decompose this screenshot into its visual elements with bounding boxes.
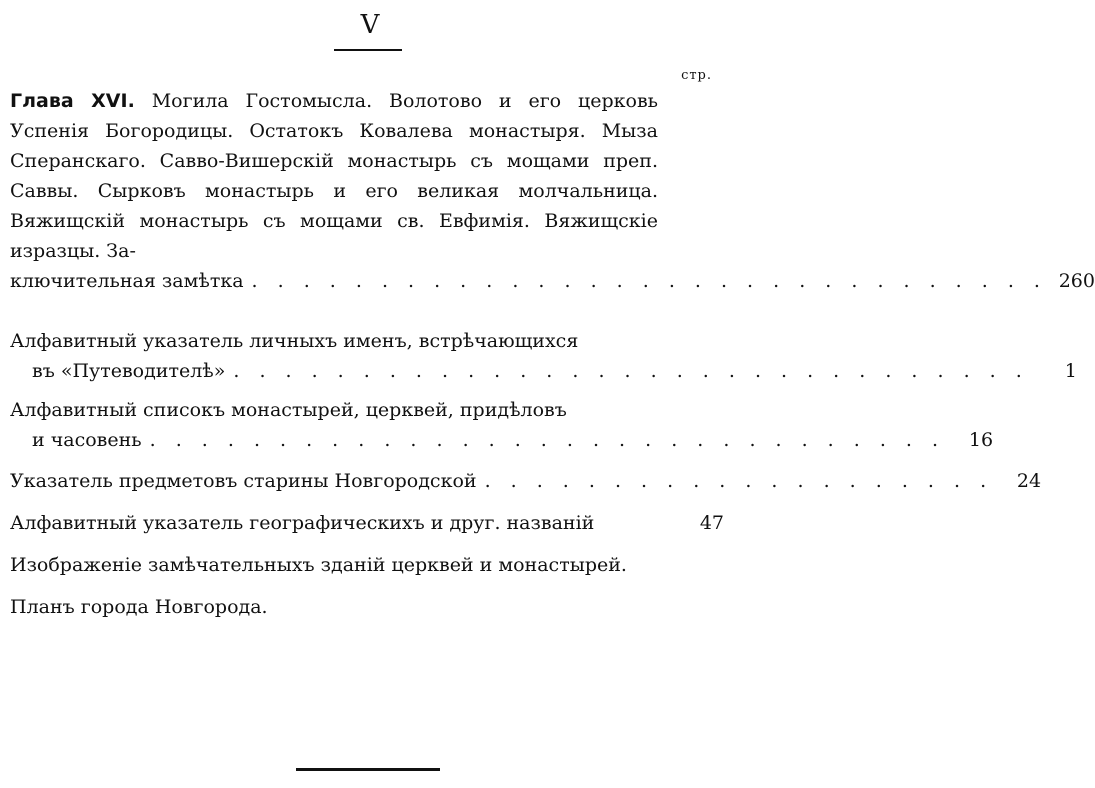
toc-entry-city-plan: Планъ города Новгорода. — [10, 596, 268, 618]
dot-leader: . . . . . . . . . . . . . . . . . . . . — [484, 470, 994, 492]
entry-page: 47 — [699, 512, 724, 534]
chapter-label: Глава XVI. — [10, 90, 135, 112]
page-number: V — [360, 10, 380, 40]
entry-page: 16 — [968, 429, 994, 451]
entry-text-first: Алфавитный указатель личныхъ именъ, встрѣчающихся — [10, 330, 579, 352]
dot-leader: . . . . . . . . . . . . . . . . . . . . . . . . . . . . . . . — [251, 270, 1047, 292]
entry-text: Указатель предметовъ старины Новгородской — [10, 470, 477, 492]
entry-text-first: Алфавитный списокъ монастырей, церквей, придѣловъ — [10, 399, 567, 421]
toc-entry-names-index — [10, 326, 1077, 386]
dot-leader: . . . . . . . . . . . . . . . . . . . . . . . . . . . . . . . — [233, 360, 1029, 382]
header-rule — [334, 49, 402, 51]
entry-text-last: въ «Путеводителѣ» — [32, 360, 226, 382]
footer-rule — [296, 768, 440, 771]
toc-entry-geographic-index — [10, 508, 724, 538]
toc-entry-monasteries-list — [10, 395, 994, 455]
chapter-text-last: ключительная замѣтка — [10, 270, 244, 292]
entry-line — [10, 466, 1042, 496]
entry-last-line — [10, 425, 994, 455]
chapter-last-line — [10, 266, 1095, 296]
page-column-label: стр. — [681, 68, 712, 83]
chapter-entry — [10, 86, 1095, 296]
entry-page: 1 — [1064, 360, 1077, 382]
entry-last-line — [10, 356, 1077, 386]
entry-line — [10, 508, 724, 538]
chapter-page: 260 — [1058, 270, 1095, 292]
toc-entry-antiquities-index — [10, 466, 1042, 496]
entry-page: 24 — [1016, 470, 1042, 492]
dot-leader: . . . . . . . . . . . . . . . . . . . . . . . . . . . . . . . — [149, 429, 946, 451]
chapter-body — [10, 86, 658, 266]
entry-text-last: и часовень — [32, 429, 142, 451]
chapter-text: Могила Гостомысла. Волотово и его церковь Успенія Богородицы. Остатокъ Ковалева монастыря. Мыза Сперанскаго. Савво-Вишерскій монастырь съ мощами преп. Саввы. Сырковъ монастырь и его великая молчальница. Вяжищскій монастырь съ мощами св. Евфимія. Вяжищскіе изразцы. За- — [10, 90, 658, 262]
toc-entry-buildings-images: Изображеніе замѣчательныхъ зданій церквей и монастырей. — [10, 554, 627, 576]
entry-text: Алфавитный указатель географическихъ и друг. названій — [10, 512, 595, 534]
